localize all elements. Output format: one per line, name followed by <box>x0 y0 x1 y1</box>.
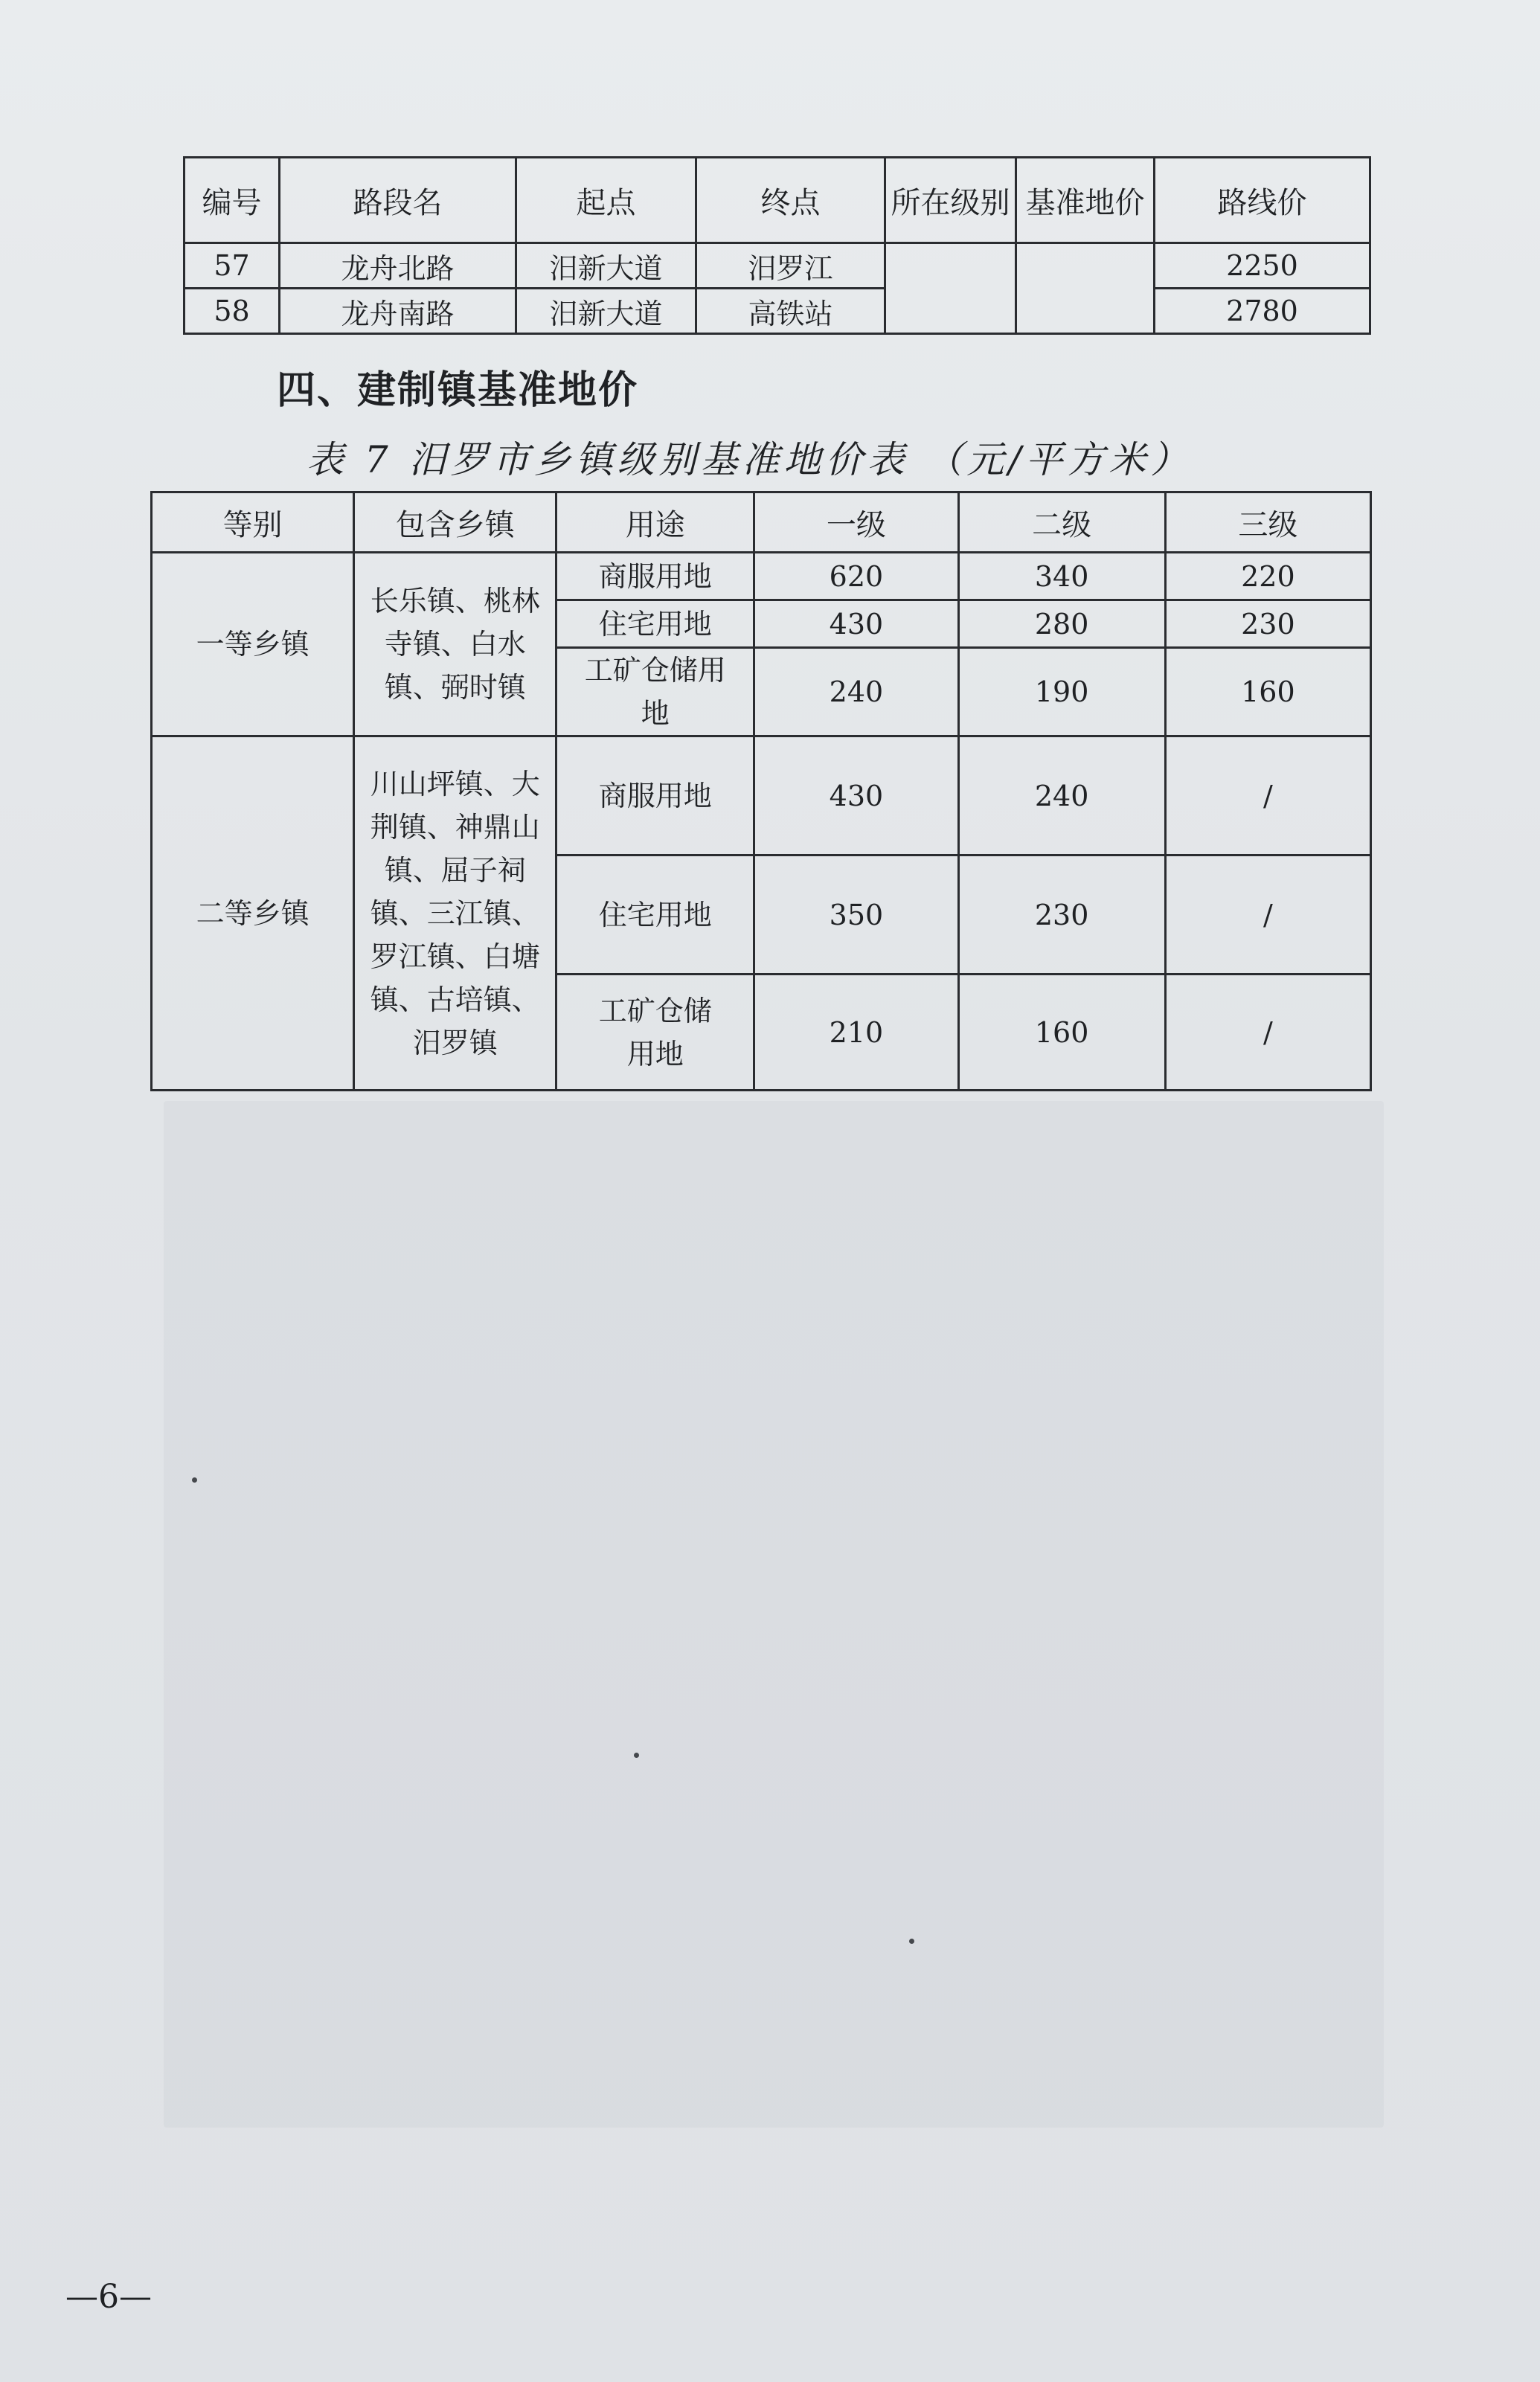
town-line: 荆镇、神鼎山 <box>370 810 540 844</box>
cell-route-price: 2780 <box>1155 289 1370 334</box>
cell-towns <box>354 553 556 736</box>
cell-start: 汨新大道 <box>516 289 696 334</box>
cell-level-3: / <box>1165 736 1370 855</box>
town-line: 镇、弼时镇 <box>384 671 526 704</box>
cell-level-1: 430 <box>754 736 958 855</box>
town-line: 镇、古培镇、 <box>370 983 540 1016</box>
table-header-row <box>185 158 1370 243</box>
cell-grade: 二等乡镇 <box>152 736 354 1091</box>
cell-no: 57 <box>185 243 280 289</box>
town-line: 汨罗镇 <box>412 1026 498 1059</box>
table-row <box>185 289 1370 334</box>
table-title: 表 7 汨罗市乡镇级别基准地价表 （元/平方米） <box>307 438 1193 481</box>
cell-use: 商服用地 <box>556 553 754 600</box>
cell-use: 住宅用地 <box>556 855 754 975</box>
use-line: 地 <box>641 697 670 730</box>
header-cell: 等别 <box>152 492 354 553</box>
cell-use <box>556 648 754 736</box>
town-line: 镇、三江镇、 <box>370 896 540 930</box>
road-price-table <box>183 156 1371 335</box>
section-heading: 四、建制镇基准地价 <box>277 368 639 413</box>
cell-level-1: 210 <box>754 975 958 1091</box>
table-row <box>152 736 1371 855</box>
cell-level-2: 230 <box>958 855 1165 975</box>
cell-use: 住宅用地 <box>556 600 754 648</box>
cell-level-1: 620 <box>754 553 958 600</box>
header-cell: 二级 <box>958 492 1165 553</box>
header-cell: 路段名 <box>280 158 516 243</box>
town-price-table <box>150 491 1372 1091</box>
cell-level-3: 160 <box>1165 648 1370 736</box>
table-row <box>152 553 1371 600</box>
town-line: 长乐镇、桃林 <box>370 585 540 617</box>
town-line: 寺镇、白水 <box>384 628 526 661</box>
cell-level-3: 230 <box>1165 600 1370 648</box>
header-cell: 终点 <box>696 158 885 243</box>
use-line: 工矿仓储用 <box>584 654 726 687</box>
town-line: 罗江镇、白塘 <box>370 940 540 973</box>
cell-start: 汨新大道 <box>516 243 696 289</box>
cell-road-name: 龙舟南路 <box>280 289 516 334</box>
bleed-through-area <box>164 1101 1384 2128</box>
header-cell: 所在级别 <box>885 158 1016 243</box>
cell-level-2: 160 <box>958 975 1165 1091</box>
cell-level-2: 190 <box>958 648 1165 736</box>
print-speck <box>909 1939 914 1944</box>
cell-level-2: 240 <box>958 736 1165 855</box>
cell-towns <box>354 736 556 1091</box>
cell-road-name: 龙舟北路 <box>280 243 516 289</box>
table-row <box>185 243 1370 289</box>
cell-level-3: 220 <box>1165 553 1370 600</box>
cell-level-3: / <box>1165 975 1370 1091</box>
cell-no: 58 <box>185 289 280 334</box>
use-line: 工矿仓储 <box>598 994 712 1027</box>
header-cell: 包含乡镇 <box>354 492 556 553</box>
cell-use: 商服用地 <box>556 736 754 855</box>
header-cell: 一级 <box>754 492 958 553</box>
header-cell: 路线价 <box>1155 158 1370 243</box>
page-number: —6— <box>65 2278 152 2316</box>
header-cell: 三级 <box>1165 492 1370 553</box>
cell-level-1: 350 <box>754 855 958 975</box>
town-line: 镇、屈子祠 <box>384 853 526 887</box>
town-line: 川山坪镇、大 <box>370 767 540 800</box>
table-header-row <box>152 492 1371 553</box>
cell-end: 高铁站 <box>696 289 885 334</box>
print-speck <box>192 1477 197 1483</box>
cell-level-1: 240 <box>754 648 958 736</box>
header-cell: 用途 <box>556 492 754 553</box>
cell-use <box>556 975 754 1091</box>
cell-base-price <box>1016 243 1155 334</box>
cell-grade: 一等乡镇 <box>152 553 354 736</box>
cell-level-3: / <box>1165 855 1370 975</box>
cell-end: 汨罗江 <box>696 243 885 289</box>
cell-level-2: 280 <box>958 600 1165 648</box>
cell-level <box>885 243 1016 334</box>
print-speck <box>634 1753 639 1758</box>
use-line: 用地 <box>626 1037 684 1070</box>
cell-level-1: 430 <box>754 600 958 648</box>
cell-route-price: 2250 <box>1155 243 1370 289</box>
header-cell: 基准地价 <box>1016 158 1155 243</box>
header-cell: 编号 <box>185 158 280 243</box>
header-cell: 起点 <box>516 158 696 243</box>
cell-level-2: 340 <box>958 553 1165 600</box>
